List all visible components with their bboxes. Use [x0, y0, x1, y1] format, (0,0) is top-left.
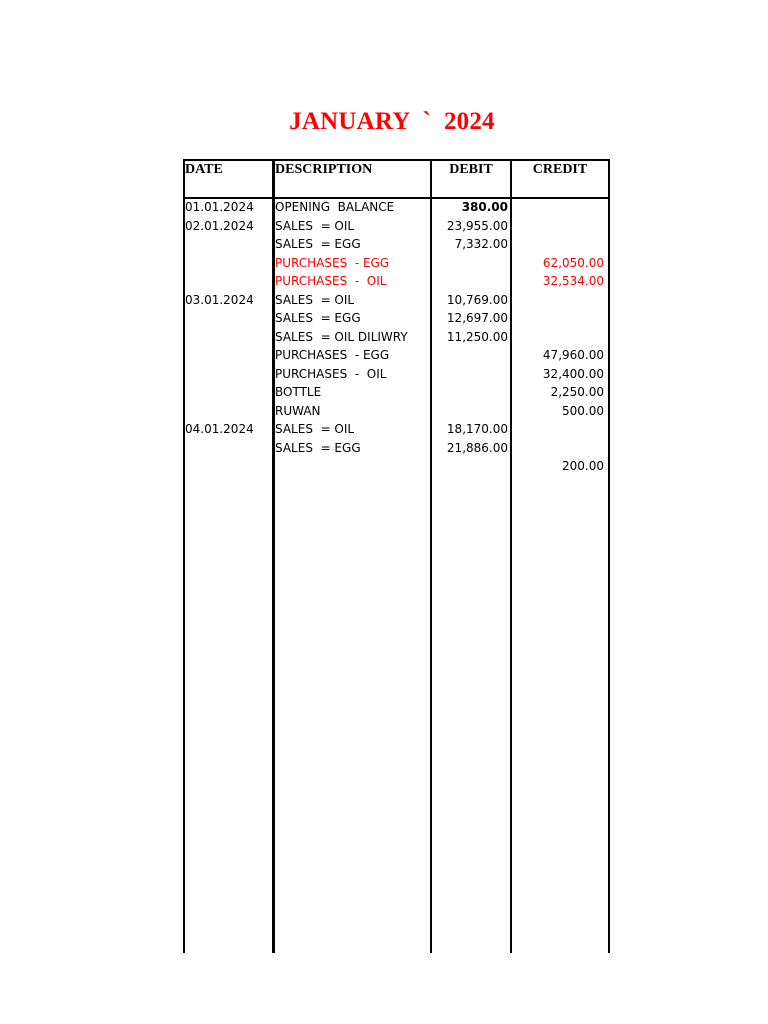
row-debit: 12,697.00	[446, 311, 508, 325]
table-row	[183, 383, 610, 402]
row-description: SALES = EGG	[275, 237, 361, 251]
row-description: PURCHASES - OIL	[275, 366, 387, 381]
row-debit: 380.00	[461, 200, 508, 214]
row-description: RUWAN	[275, 403, 321, 418]
row-debit: 21,886.00	[446, 440, 508, 455]
row-credit: 500.00	[562, 403, 604, 418]
row-description: SALES = OIL DILIWRY	[275, 329, 408, 344]
row-description: SALES = OIL	[275, 422, 355, 436]
row-credit: 32,400.00	[542, 366, 604, 381]
table-row	[183, 457, 610, 476]
table-row	[183, 198, 610, 217]
table-row	[183, 346, 610, 365]
table-row	[183, 254, 610, 273]
table-row	[183, 420, 610, 439]
table-top-border	[183, 159, 610, 161]
table-row	[183, 439, 610, 458]
row-description: SALES = OIL	[275, 292, 355, 307]
row-debit: 23,955.00	[446, 218, 508, 233]
row-description: PURCHASES - EGG	[275, 255, 390, 270]
row-description: SALES = EGG	[275, 311, 361, 325]
table-row	[183, 235, 610, 254]
row-credit: 200.00	[562, 459, 604, 473]
row-description: SALES = EGG	[275, 440, 361, 455]
row-credit: 62,050.00	[542, 255, 604, 270]
row-description: PURCHASES - OIL	[275, 274, 387, 288]
row-description: OPENING BALANCE	[275, 200, 395, 214]
ledger-rows	[183, 198, 610, 476]
row-date: 03.01.2024	[185, 292, 254, 307]
row-debit: 10,769.00	[446, 292, 508, 307]
ledger-table	[183, 159, 610, 953]
row-description: PURCHASES - EGG	[275, 348, 390, 362]
row-debit: 18,170.00	[446, 422, 508, 436]
table-row	[183, 291, 610, 310]
table-row	[183, 217, 610, 236]
header-credit: CREDIT	[532, 162, 588, 177]
header-description: DESCRIPTION	[275, 162, 373, 177]
row-date: 01.01.2024	[185, 200, 254, 214]
row-debit: 7,332.00	[454, 237, 508, 251]
table-row	[183, 365, 610, 384]
table-row	[183, 309, 610, 328]
row-credit: 32,534.00	[542, 274, 604, 288]
row-description: BOTTLE	[275, 385, 322, 399]
row-credit: 47,960.00	[542, 348, 604, 362]
table-row	[183, 328, 610, 347]
row-date: 04.01.2024	[185, 422, 254, 436]
header-date: DATE	[185, 162, 223, 177]
table-row	[183, 272, 610, 291]
row-date: 02.01.2024	[185, 218, 254, 233]
row-debit: 11,250.00	[446, 329, 508, 344]
table-row	[183, 402, 610, 421]
row-description: SALES = OIL	[275, 218, 355, 233]
page-title: JANUARY ` 2024	[289, 108, 495, 135]
row-credit: 2,250.00	[550, 385, 604, 399]
header-debit: DEBIT	[449, 162, 493, 177]
